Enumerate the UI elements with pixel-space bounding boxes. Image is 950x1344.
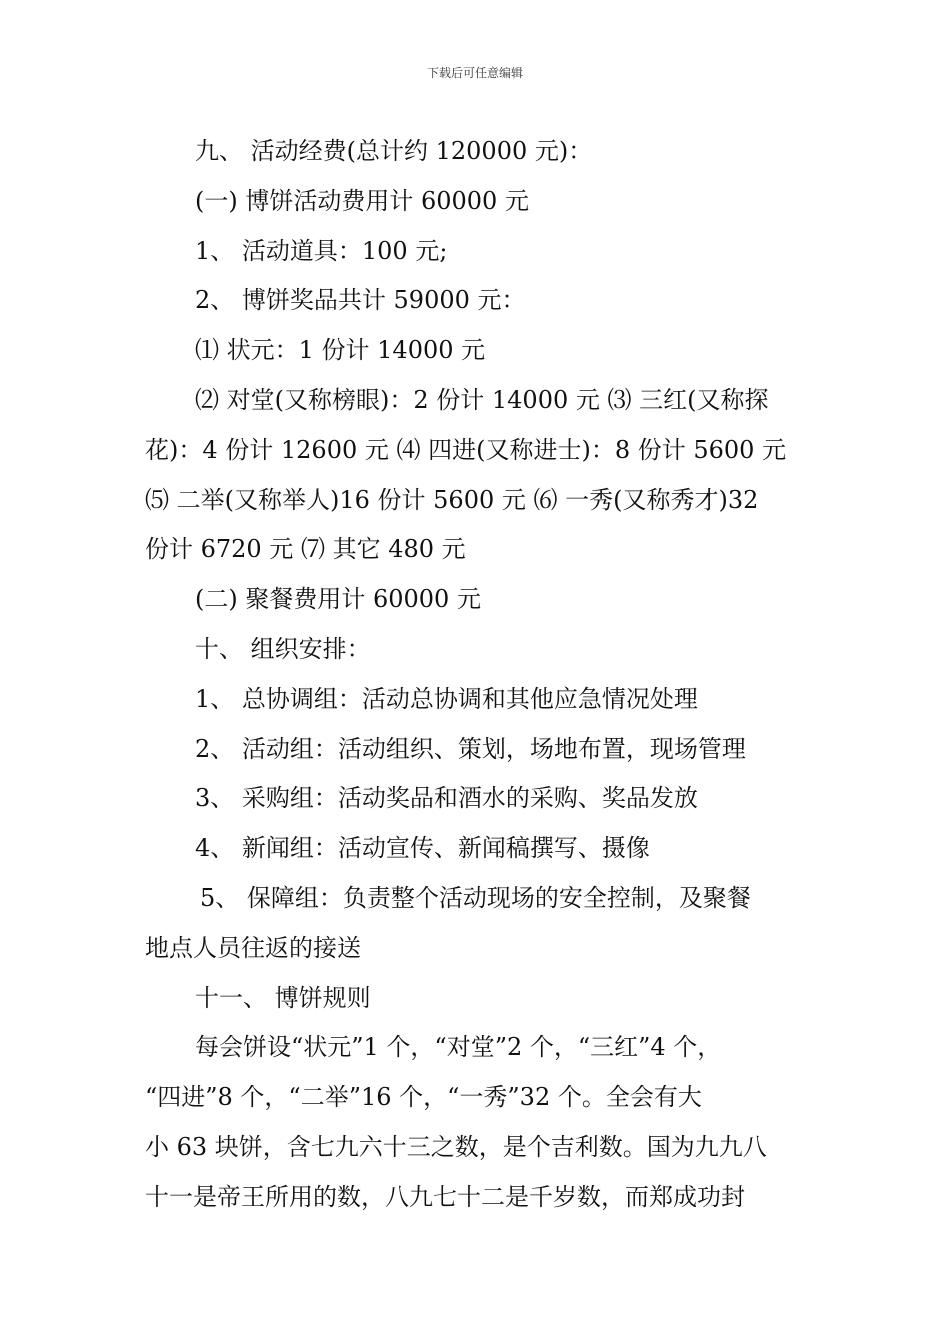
list-item-coordination: 1、 总协调组：活动总协调和其他应急情况处理 <box>195 684 698 713</box>
list-item-support-group: 5、 保障组：负责整个活动现场的安全控制，及聚餐 <box>200 883 751 912</box>
paragraph-line: 份计 6720 元 ⑺ 其它 480 元 <box>145 535 466 564</box>
list-item-news-group: 4、 新闻组：活动宣传、新闻稿撰写、摄像 <box>195 834 650 863</box>
heading-section-10: 十、 组织安排： <box>195 634 371 663</box>
paragraph-line: ⑸ 二举(又称举人)16 份计 5600 元 ⑹ 一秀(又称秀才)32 <box>145 485 759 514</box>
paragraph-line: 地点人员往返的接送 <box>145 933 361 962</box>
list-item-zhuangyuan: ⑴ 状元：1 份计 14000 元 <box>195 336 486 365</box>
paragraph-line: 花)：4 份计 12600 元 ⑷ 四进(又称进士)：8 份计 5600 元 <box>145 435 787 464</box>
paragraph-line: 每会饼设“状元”1 个，“对堂”2 个，“三红”4 个， <box>195 1033 722 1062</box>
paragraph-line: 小 63 块饼，含七九六十三之数，是个吉利数。国为九九八 <box>145 1132 767 1161</box>
subheading-bobing-cost: (一) 博饼活动费用计 60000 元 <box>195 186 529 215</box>
subheading-dinner-cost: (二) 聚餐费用计 60000 元 <box>195 585 481 614</box>
paragraph-line: “四进”8 个，“二举”16 个，“一秀”32 个。全会有大 <box>145 1083 702 1112</box>
list-item-props: 1、 活动道具：100 元; <box>195 236 448 265</box>
list-item-activity-group: 2、 活动组：活动组织、策划，场地布置，现场管理 <box>195 734 746 763</box>
paragraph-line: ⑵ 对堂(又称榜眼)：2 份计 14000 元 ⑶ 三红(又称探 <box>195 385 769 414</box>
list-item-prizes: 2、 博饼奖品共计 59000 元： <box>195 286 526 315</box>
document-body <box>145 127 810 1223</box>
heading-section-11: 十一、 博饼规则 <box>195 983 371 1012</box>
page-header-note: 下载后可任意编辑 <box>426 66 523 80</box>
heading-section-9: 九、 活动经费(总计约 120000 元)： <box>195 137 593 165</box>
paragraph-line: 十一是帝王所用的数，八九七十二是千岁数，而郑成功封 <box>145 1182 745 1211</box>
list-item-purchase-group: 3、 采购组：活动奖品和酒水的采购、奖品发放 <box>195 784 698 813</box>
